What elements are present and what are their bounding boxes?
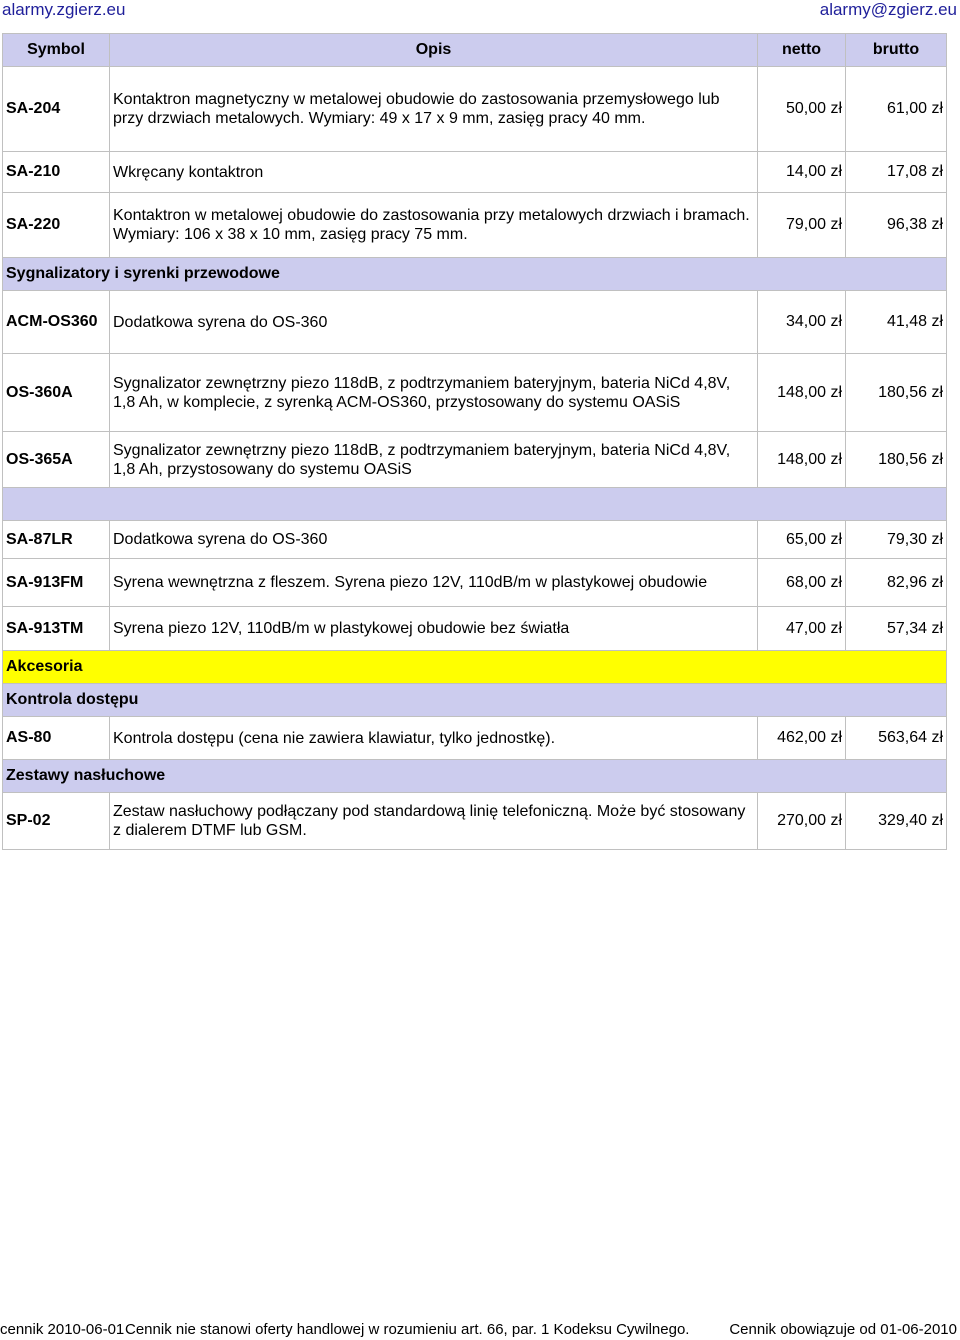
column-header-opis: Opis bbox=[110, 34, 758, 67]
price-netto: 14,00 zł bbox=[758, 152, 846, 193]
section-row bbox=[3, 651, 947, 684]
table-row bbox=[3, 717, 947, 760]
product-description: Dodatkowa syrena do OS-360 bbox=[110, 291, 758, 354]
price-netto: 50,00 zł bbox=[758, 67, 846, 152]
product-symbol: AS-80 bbox=[3, 717, 110, 760]
product-symbol: SA-913TM bbox=[3, 607, 110, 651]
table-row bbox=[3, 432, 947, 488]
product-description: Zestaw nasłuchowy podłączany pod standardową linię telefoniczną. Może być stosowany z dialerem DTMF lub GSM. bbox=[110, 793, 758, 850]
section-title: Zestawy nasłuchowe bbox=[3, 760, 947, 793]
table-row bbox=[3, 559, 947, 607]
product-description: Kontaktron magnetyczny w metalowej obudowie do zastosowania przemysłowego lub przy drzwiach metalowych. Wymiary: 49 x 17 x 9 mm, zasięg pracy 40 mm. bbox=[110, 67, 758, 152]
product-symbol: OS-360A bbox=[3, 354, 110, 432]
price-brutto: 82,96 zł bbox=[846, 559, 947, 607]
price-brutto: 329,40 zł bbox=[846, 793, 947, 850]
section-title: Sygnalizatory i syrenki przewodowe bbox=[3, 258, 947, 291]
price-netto: 47,00 zł bbox=[758, 607, 846, 651]
section-row bbox=[3, 760, 947, 793]
product-symbol: SA-220 bbox=[3, 193, 110, 258]
column-header-netto: netto bbox=[758, 34, 846, 67]
table-row bbox=[3, 291, 947, 354]
column-header-brutto: brutto bbox=[846, 34, 947, 67]
table-row bbox=[3, 67, 947, 152]
price-netto: 65,00 zł bbox=[758, 521, 846, 559]
column-header-symbol: Symbol bbox=[3, 34, 110, 67]
table-row bbox=[3, 521, 947, 559]
section-title: Akcesoria bbox=[3, 651, 947, 684]
page-footer bbox=[0, 1321, 960, 1339]
table-row bbox=[3, 152, 947, 193]
footer-date: cennik 2010-06-01 bbox=[0, 1321, 125, 1338]
table-header-row bbox=[3, 34, 947, 67]
section-row bbox=[3, 488, 947, 521]
footer-disclaimer: Cennik nie stanowi oferty handlowej w rozumieniu art. 66, par. 1 Kodeksu Cywilnego. bbox=[125, 1321, 690, 1338]
product-description: Sygnalizator zewnętrzny piezo 118dB, z podtrzymaniem bateryjnym, bateria NiCd 4,8V, 1,8 Ah, w komplecie, z syrenką ACM-OS360, przystosowany do systemu OASiS bbox=[110, 354, 758, 432]
product-description: Syrena wewnętrzna z fleszem. Syrena piezo 12V, 110dB/m w plastykowej obudowie bbox=[110, 559, 758, 607]
section-row bbox=[3, 258, 947, 291]
product-symbol: SP-02 bbox=[3, 793, 110, 850]
price-brutto: 79,30 zł bbox=[846, 521, 947, 559]
product-description: Dodatkowa syrena do OS-360 bbox=[110, 521, 758, 559]
price-brutto: 96,38 zł bbox=[846, 193, 947, 258]
price-brutto: 57,34 zł bbox=[846, 607, 947, 651]
table-row bbox=[3, 793, 947, 850]
price-brutto: 41,48 zł bbox=[846, 291, 947, 354]
footer-validity: Cennik obowiązuje od 01-06-2010 bbox=[729, 1321, 957, 1338]
price-brutto: 180,56 zł bbox=[846, 432, 947, 488]
price-brutto: 17,08 zł bbox=[846, 152, 947, 193]
price-netto: 68,00 zł bbox=[758, 559, 846, 607]
product-description: Kontaktron w metalowej obudowie do zastosowania przy metalowych drzwiach i bramach. Wymiary: 106 x 38 x 10 mm, zasięg pracy 75 mm. bbox=[110, 193, 758, 258]
product-symbol: SA-210 bbox=[3, 152, 110, 193]
table-row bbox=[3, 607, 947, 651]
product-description: Sygnalizator zewnętrzny piezo 118dB, z podtrzymaniem bateryjnym, bateria NiCd 4,8V, 1,8 Ah, przystosowany do systemu OASiS bbox=[110, 432, 758, 488]
product-description: Wkręcany kontaktron bbox=[110, 152, 758, 193]
price-brutto: 180,56 zł bbox=[846, 354, 947, 432]
price-brutto: 563,64 zł bbox=[846, 717, 947, 760]
price-table bbox=[2, 33, 947, 850]
price-netto: 462,00 zł bbox=[758, 717, 846, 760]
section-row bbox=[3, 684, 947, 717]
price-netto: 148,00 zł bbox=[758, 354, 846, 432]
site-link[interactable]: alarmy.zgierz.eu bbox=[2, 0, 126, 19]
table-row bbox=[3, 193, 947, 258]
email-link[interactable]: alarmy@zgierz.eu bbox=[819, 0, 957, 19]
product-description: Kontrola dostępu (cena nie zawiera klawiatur, tylko jednostkę). bbox=[110, 717, 758, 760]
price-netto: 148,00 zł bbox=[758, 432, 846, 488]
section-title: Kontrola dostępu bbox=[3, 684, 947, 717]
product-symbol: ACM-OS360 bbox=[3, 291, 110, 354]
table-row bbox=[3, 354, 947, 432]
product-symbol: SA-913FM bbox=[3, 559, 110, 607]
section-title bbox=[3, 488, 947, 521]
price-netto: 34,00 zł bbox=[758, 291, 846, 354]
product-symbol: OS-365A bbox=[3, 432, 110, 488]
price-netto: 79,00 zł bbox=[758, 193, 846, 258]
product-symbol: SA-204 bbox=[3, 67, 110, 152]
product-description: Syrena piezo 12V, 110dB/m w plastykowej obudowie bez światła bbox=[110, 607, 758, 651]
price-brutto: 61,00 zł bbox=[846, 67, 947, 152]
price-netto: 270,00 zł bbox=[758, 793, 846, 850]
product-symbol: SA-87LR bbox=[3, 521, 110, 559]
